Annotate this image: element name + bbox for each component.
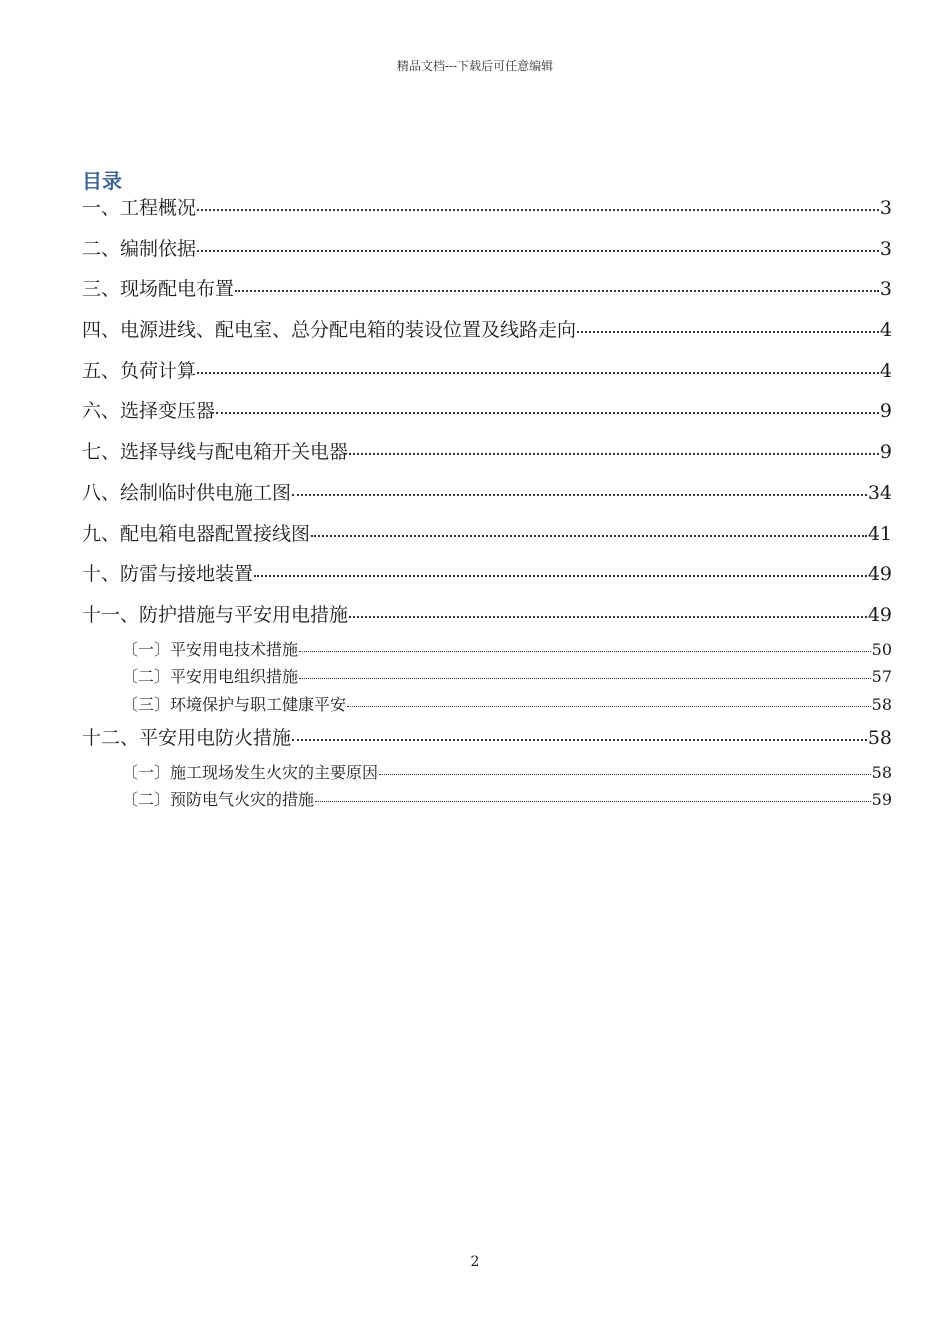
toc-entry-page: 4 (879, 319, 892, 342)
toc-entry-page: 9 (879, 441, 892, 464)
toc-dot-leader (349, 453, 879, 455)
toc-entry-label: 一、工程概况 (82, 197, 197, 219)
toc-entry-page: 57 (871, 667, 892, 687)
toc-entry-page: 3 (879, 237, 892, 260)
toc-entry[interactable] (82, 718, 892, 759)
toc-entry-label: 〔一〕施工现场发生火灾的主要原因 (122, 762, 379, 782)
toc-dot-leader (197, 372, 879, 374)
toc-entry-page: 4 (879, 359, 892, 382)
toc-entry[interactable] (82, 269, 892, 310)
toc-dot-leader (311, 535, 867, 537)
toc-entry[interactable] (82, 554, 892, 595)
toc-entries (82, 188, 892, 814)
toc-dot-leader (347, 706, 871, 707)
toc-entry-label: 四、电源进线、配电室、总分配电箱的装设位置及线路走向 (82, 319, 577, 342)
toc-entry-label: 十、防雷与接地装置 (82, 563, 254, 586)
toc-entry-label: 二、编制依据 (82, 237, 197, 260)
toc-entry-page: 3 (879, 278, 892, 301)
toc-dot-leader (292, 739, 867, 741)
toc-entry-label: 〔三〕环境保护与职工健康平安 (122, 694, 347, 714)
toc-entry-label: 三、现场配电布置 (82, 278, 235, 301)
toc-entry-page: 41 (867, 522, 892, 545)
toc-entry-page: 34 (867, 481, 892, 504)
toc-entry-label: 七、选择导线与配电箱开关电器 (82, 441, 349, 464)
toc-entry[interactable] (82, 310, 892, 351)
toc-dot-leader (577, 331, 879, 333)
toc-entry-page: 9 (879, 400, 892, 423)
toc-dot-leader (315, 801, 871, 802)
toc-entry-label: 九、配电箱电器配置接线图 (82, 522, 311, 545)
toc-dot-leader (235, 290, 879, 292)
toc-entry-label: 五、负荷计算 (82, 359, 197, 382)
toc-entry-page: 3 (879, 197, 892, 219)
toc-dot-leader (197, 209, 879, 211)
toc-entry[interactable] (82, 432, 892, 473)
toc-dot-leader (379, 774, 871, 775)
toc-entry[interactable] (82, 514, 892, 555)
toc-entry[interactable] (82, 188, 892, 229)
page-header: 精品文档---下载后可任意编辑 (396, 59, 554, 73)
toc-entry-label: 十二、平安用电防火措施 (82, 727, 292, 750)
toc-entry-page: 49 (867, 563, 892, 586)
toc-entry-page: 58 (871, 694, 892, 714)
toc-entry-page: 49 (867, 603, 892, 626)
toc-entry-label: 〔二〕平安用电组织措施 (122, 667, 299, 687)
toc-dot-leader (254, 575, 867, 577)
toc-entry[interactable] (82, 351, 892, 392)
toc-dot-leader (299, 678, 871, 679)
table-of-contents (82, 166, 892, 814)
toc-entry-page: 58 (871, 762, 892, 782)
toc-entry[interactable] (82, 229, 892, 270)
toc-entry-page: 59 (871, 790, 892, 810)
toc-entry-page: 50 (871, 639, 892, 659)
toc-dot-leader (197, 250, 879, 252)
toc-entry-label: 十一、防护措施与平安用电措施 (82, 603, 349, 626)
toc-title: 目录 (82, 169, 122, 193)
toc-entry[interactable] (82, 473, 892, 514)
toc-entry-page: 58 (867, 727, 892, 750)
toc-dot-leader (299, 651, 871, 652)
toc-entry[interactable] (82, 759, 892, 787)
toc-entry-label: 〔二〕预防电气火灾的措施 (122, 790, 315, 810)
toc-entry[interactable] (82, 786, 892, 814)
toc-entry[interactable] (82, 663, 892, 691)
toc-entry-label: 六、选择变压器 (82, 400, 216, 423)
toc-entry[interactable] (82, 636, 892, 664)
toc-entry-label: 八、绘制临时供电施工图 (82, 481, 292, 504)
toc-dot-leader (292, 494, 867, 496)
toc-entry-label: 〔一〕平安用电技术措施 (122, 639, 299, 659)
toc-dot-leader (216, 412, 879, 414)
toc-entry[interactable] (82, 691, 892, 719)
toc-entry[interactable] (82, 595, 892, 636)
toc-entry[interactable] (82, 391, 892, 432)
page-number: 2 (470, 1254, 480, 1270)
toc-dot-leader (349, 616, 867, 618)
